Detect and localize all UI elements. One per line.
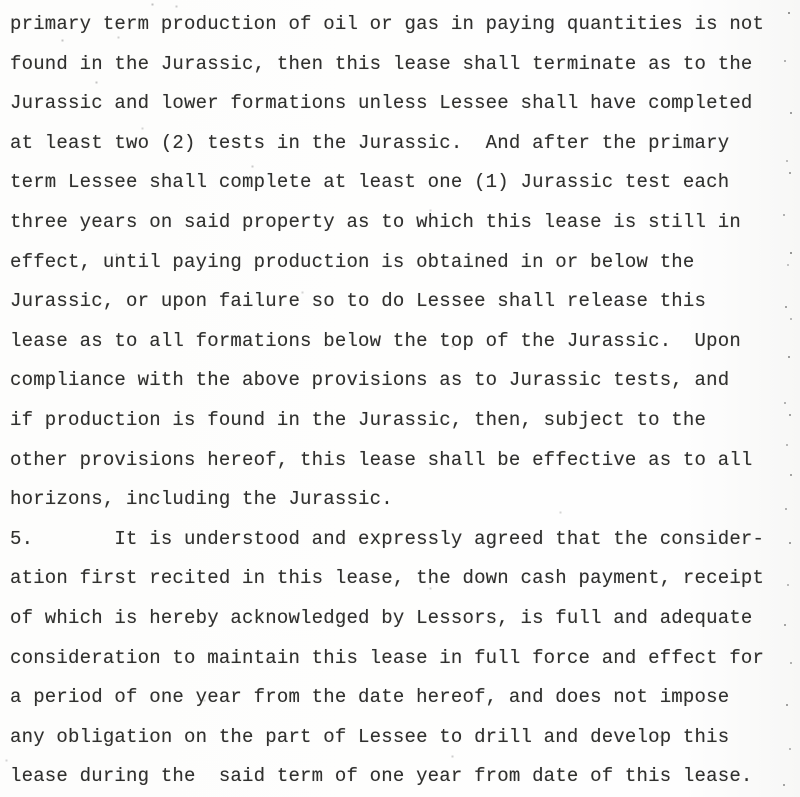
text-line: Jurassic and lower formations unless Lessee shall have completed bbox=[10, 92, 753, 115]
text-line: of which is hereby acknowledged by Lessors, is full and adequate bbox=[10, 606, 753, 629]
text-line: horizons, including the Jurassic. bbox=[10, 488, 393, 511]
text-line: consideration to maintain this lease in full force and effect for bbox=[10, 646, 765, 669]
text-line: any obligation on the part of Lessee to drill and develop this bbox=[10, 725, 730, 748]
text-line: if production is found in the Jurassic, then, subject to the bbox=[10, 408, 707, 431]
text-line: primary term production of oil or gas in paying quantities is not bbox=[10, 13, 765, 35]
text-line: ation first recited in this lease, the down cash payment, receipt bbox=[10, 567, 765, 590]
text-line: found in the Jurassic, then this lease shall terminate as to the bbox=[10, 52, 753, 75]
document-text bbox=[10, 5, 785, 797]
text-line: lease as to all formations below the top of the Jurassic. Upon bbox=[10, 329, 741, 352]
text-line: 5. It is understood and expressly agreed that the consider- bbox=[10, 527, 765, 550]
text-line: term Lessee shall complete at least one (1) Jurassic test each bbox=[10, 171, 730, 194]
text-line: Jurassic, or upon failure so to do Lessee shall release this bbox=[10, 290, 707, 313]
text-line: effect, until paying production is obtained in or below the bbox=[10, 250, 695, 273]
text-line: compliance with the above provisions as to Jurassic tests, and bbox=[10, 369, 730, 392]
text-line: a period of one year from the date hereof, and does not impose bbox=[10, 686, 730, 709]
text-line: lease during the said term of one year from date of this lease. bbox=[10, 765, 753, 788]
text-line: at least two (2) tests in the Jurassic. And after the primary bbox=[10, 131, 730, 154]
text-line: other provisions hereof, this lease shall be effective as to all bbox=[10, 448, 753, 471]
scan-noise-specks bbox=[0, 0, 1, 1]
text-line: three years on said property as to which this lease is still in bbox=[10, 210, 741, 233]
